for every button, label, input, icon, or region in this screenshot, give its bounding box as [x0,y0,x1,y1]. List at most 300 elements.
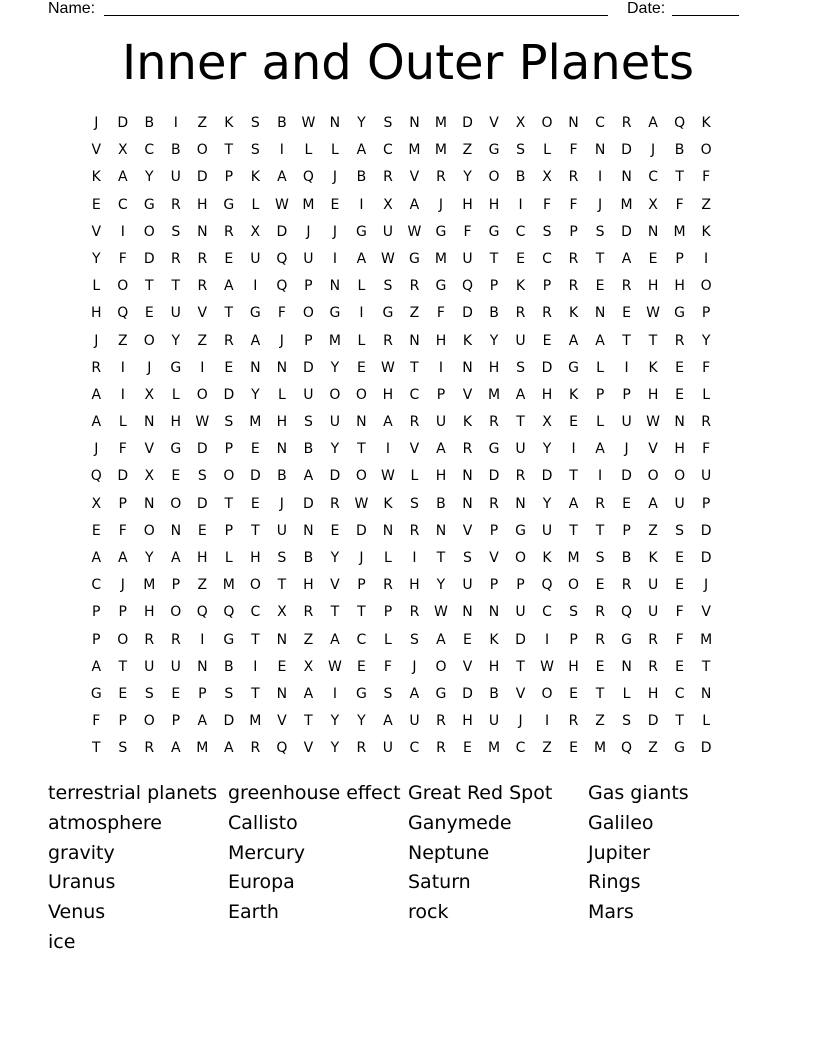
grid-letter: B [224,658,234,675]
grid-letter: W [434,604,448,621]
grid-letter: A [436,441,446,458]
grid-letter: G [435,223,447,240]
grid-letter: N [409,115,420,131]
grid-letter: A [356,142,367,159]
grid-letter: N [197,223,208,240]
grid-letter: I [385,441,390,458]
grid-letter: J [279,495,284,512]
grid-row [83,273,719,300]
grid-letter: R [409,414,420,431]
grid-letter: K [648,550,658,566]
grid-letter: W [354,495,369,512]
grid-letter: V [462,522,473,539]
letter-grid [83,110,719,763]
grid-letter: W [407,223,422,240]
grid-letter: Y [542,441,552,458]
grid-letter: R [542,305,552,322]
word-bank-item: Rings [588,871,641,894]
grid-letter: H [462,196,473,213]
grid-letter: B [436,495,446,512]
grid-letter: I [200,631,205,648]
grid-letter: Y [91,250,101,267]
grid-letter: A [117,169,128,186]
grid-row [83,735,719,762]
grid-letter: S [569,604,578,621]
grid-letter: N [568,115,579,131]
grid-letter: A [595,441,605,458]
grid-letter: Y [489,332,499,349]
grid-letter: M [434,250,447,267]
grid-letter: I [359,305,364,322]
grid-letter: R [621,278,632,295]
grid-letter: H [90,305,102,322]
grid-letter: I [332,685,337,702]
grid-letter: Y [463,169,472,186]
grid-letter: M [302,196,315,213]
grid-letter: D [302,495,314,512]
grid-letter: M [328,332,341,349]
grid-letter: Z [197,115,208,131]
grid-letter: T [304,713,313,730]
grid-letter: H [197,196,208,213]
grid-letter: E [516,250,525,267]
grid-letter: X [303,658,314,675]
grid-letter: B [489,305,499,322]
grid-letter: U [647,577,659,594]
grid-letter: M [408,142,421,159]
grid-letter: C [595,115,605,131]
grid-letter: P [118,713,127,730]
grid-letter: N [594,142,606,159]
grid-letter: R [595,495,605,512]
grid-letter: R [356,740,367,757]
grid-letter: H [674,441,685,458]
grid-letter: B [621,550,632,566]
grid-letter: E [118,685,128,702]
grid-letter: O [223,468,235,485]
grid-letter: A [356,250,367,267]
grid-letter: R [170,196,181,213]
grid-letter: G [488,441,500,458]
grid-letter: Y [171,332,181,349]
grid-letter: Z [595,713,605,730]
grid-letter: G [355,685,367,702]
grid-letter: E [675,359,685,376]
grid-letter: V [409,169,420,186]
grid-letter: G [515,522,526,539]
grid-letter: P [701,495,711,512]
grid-letter: X [542,169,552,186]
grid-letter: A [277,169,287,186]
grid-letter: T [224,142,234,159]
grid-letter: A [383,713,393,730]
grid-letter: T [171,278,181,295]
grid-letter: H [144,604,155,621]
grid-letter: P [622,522,631,539]
grid-letter: J [518,713,523,730]
grid-letter: C [250,604,261,621]
grid-row [83,654,719,681]
grid-letter: T [595,250,605,267]
word-bank-item: Venus [48,901,106,924]
grid-letter: U [250,250,261,267]
grid-letter: T [516,414,525,431]
grid-row [83,328,719,355]
grid-letter: P [357,577,366,594]
grid-row [83,164,719,191]
grid-row [83,463,719,490]
grid-letter: N [276,441,288,458]
grid-letter: R [91,359,102,376]
grid-letter: C [542,250,552,267]
grid-letter: X [144,468,155,485]
grid-letter: M [487,386,501,403]
grid-letter: D [488,468,500,485]
grid-letter: B [303,441,314,458]
grid-letter: A [117,550,128,566]
grid-letter: O [488,169,500,186]
grid-letter: L [384,631,392,648]
grid-letter: R [648,631,658,648]
grid-letter: T [489,250,499,267]
grid-letter: P [622,386,631,403]
grid-letter: Y [330,441,340,458]
grid-letter: D [621,142,632,159]
grid-letter: A [91,550,102,566]
grid-letter: R [515,468,526,485]
grid-letter: F [436,305,445,322]
grid-letter: A [595,332,605,349]
grid-letter: G [355,223,367,240]
grid-letter: O [117,631,129,648]
grid-letter: N [276,359,288,376]
grid-letter: I [253,658,258,675]
grid-letter: Y [330,550,340,566]
grid-letter: C [383,142,393,159]
grid-letter: H [435,332,447,349]
grid-letter: N [462,359,473,376]
grid-letter: K [568,305,579,322]
grid-letter: K [701,223,711,240]
grid-letter: R [170,631,181,648]
grid-letter: F [277,305,286,322]
grid-letter: O [249,577,261,594]
grid-letter: S [250,115,260,131]
grid-letter: D [462,685,473,702]
grid-letter: G [488,223,500,240]
grid-letter: A [515,386,526,403]
grid-letter: D [621,468,632,485]
grid-letter: U [515,441,526,458]
grid-letter: S [542,223,552,240]
date-label: Date: [627,0,666,17]
grid-row [83,192,719,219]
grid-letter: T [675,713,684,730]
grid-letter: U [329,414,341,431]
grid-letter: K [462,414,473,431]
grid-letter: O [435,658,447,675]
grid-letter: W [195,414,210,431]
grid-letter: G [568,359,579,376]
grid-letter: S [383,278,393,295]
grid-letter: P [489,577,499,594]
grid-letter: L [171,386,180,403]
grid-letter: N [276,631,288,648]
word-bank-item: Europa [228,871,295,894]
grid-letter: B [171,142,181,159]
grid-letter: R [223,332,234,349]
grid-letter: K [383,495,393,512]
grid-letter: P [489,278,499,295]
grid-letter: W [381,359,395,376]
grid-letter: C [648,169,658,186]
grid-letter: X [117,142,128,159]
grid-letter: Z [648,522,658,539]
grid-letter: P [383,604,393,621]
grid-row [83,491,719,518]
grid-letter: L [384,550,392,566]
grid-letter: K [515,278,526,295]
grid-letter: E [356,359,366,376]
grid-letter: U [700,468,712,485]
grid-letter: A [224,740,234,757]
grid-letter: F [118,441,127,458]
grid-letter: Y [701,332,711,349]
grid-letter: R [330,495,340,512]
grid-letter: E [224,359,234,376]
grid-letter: E [171,685,181,702]
word-bank-item: Great Red Spot [408,782,553,804]
grid-letter: Z [701,196,711,213]
grid-letter: N [144,495,155,512]
grid-letter: U [488,713,500,730]
grid-letter: T [675,169,684,186]
grid-letter: O [541,115,553,131]
grid-letter: H [197,550,208,566]
grid-row [83,708,719,735]
grid-letter: E [675,550,685,566]
grid-letter: R [648,658,658,675]
grid-letter: L [622,685,631,702]
grid-letter: M [487,740,501,757]
grid-letter: B [489,685,499,702]
grid-letter: A [197,713,208,730]
grid-letter: R [568,169,579,186]
grid-letter: U [170,169,181,186]
grid-letter: R [621,577,632,594]
grid-letter: H [647,685,659,702]
grid-letter: J [306,223,311,240]
grid-letter: T [251,522,260,539]
grid-letter: R [462,441,473,458]
word-bank-item: Gas giants [588,782,689,804]
grid-letter: H [462,713,473,730]
grid-letter: U [621,414,632,431]
grid-letter: E [569,685,578,702]
grid-letter: T [145,278,154,295]
grid-letter: H [435,468,447,485]
grid-letter: E [463,631,472,648]
grid-letter: I [120,223,125,240]
grid-letter: P [92,604,101,621]
grid-letter: J [94,115,99,131]
grid-letter: S [410,495,419,512]
grid-letter: Q [276,278,288,295]
grid-letter: N [647,223,659,240]
grid-letter: R [223,223,234,240]
grid-letter: J [120,577,125,594]
word-bank-item: Neptune [408,841,490,864]
grid-letter: O [329,386,341,403]
grid-letter: D [462,115,473,131]
grid-letter: F [569,196,578,213]
grid-letter: B [356,169,367,186]
grid-letter: C [515,223,526,240]
grid-letter: O [514,550,527,566]
grid-letter: L [277,386,286,403]
grid-letter: K [91,169,101,186]
grid-letter: B [277,115,287,131]
grid-letter: P [118,495,127,512]
grid-letter: F [702,359,711,376]
grid-letter: K [489,631,499,648]
grid-letter: G [435,685,447,702]
grid-letter: O [355,386,367,403]
page-title: Inner and Outer Planets [121,35,695,91]
grid-letter: Q [117,305,129,322]
grid-letter: Q [302,169,314,186]
grid-letter: Y [330,713,340,730]
grid-letter: H [488,196,500,213]
grid-letter: D [117,115,129,131]
grid-letter: U [409,713,420,730]
grid-letter: S [303,414,313,431]
grid-letter: J [279,332,284,349]
grid-letter: Z [648,740,658,757]
grid-letter: J [359,550,364,566]
grid-letter: A [436,631,446,648]
grid-letter: D [223,713,235,730]
grid-letter: R [144,631,155,648]
grid-letter: D [356,522,367,539]
grid-letter: D [541,468,553,485]
grid-letter: M [222,577,235,594]
grid-letter: X [383,196,393,213]
grid-letter: J [147,359,152,376]
grid-letter: S [595,550,605,566]
grid-letter: M [249,713,262,730]
grid-letter: D [700,522,712,539]
grid-letter: A [409,685,420,702]
grid-letter: L [596,414,604,431]
grid-letter: G [435,278,447,295]
grid-letter: V [409,441,420,458]
grid-letter: C [674,685,685,702]
grid-letter: F [675,196,684,213]
grid-letter: P [436,386,446,403]
grid-letter: D [462,305,473,322]
grid-letter: I [518,196,523,213]
grid-letter: E [330,522,340,539]
grid-row [83,246,719,273]
grid-letter: L [357,332,366,349]
grid-letter: R [409,278,420,295]
grid-letter: P [489,522,499,539]
grid-letter: N [276,685,288,702]
grid-letter: E [569,414,578,431]
grid-letter: R [170,250,181,267]
grid-letter: C [409,740,420,757]
grid-letter: Q [90,468,102,485]
grid-letter: E [91,196,101,213]
grid-letter: Q [674,115,686,131]
grid-letter: U [515,604,526,621]
grid-letter: F [675,604,684,621]
grid-letter: E [197,522,207,539]
grid-letter: P [224,441,234,458]
grid-letter: R [595,604,605,621]
grid-letter: K [462,332,473,349]
grid-letter: X [91,495,102,512]
grid-letter: S [118,740,128,757]
grid-letter: E [171,468,181,485]
grid-letter: S [622,713,632,730]
word-bank [48,780,768,959]
grid-letter: A [171,740,181,757]
grid-letter: G [674,305,686,322]
grid-letter: B [144,115,155,131]
grid-letter: C [515,740,526,757]
grid-letter: H [250,550,261,566]
grid-letter: W [646,305,660,322]
grid-letter: U [541,522,553,539]
grid-row [83,436,719,463]
grid-letter: D [223,386,235,403]
grid-letter: I [359,196,364,213]
grid-letter: S [516,142,525,159]
grid-letter: J [651,142,656,159]
grid-letter: R [197,278,208,295]
grid-letter: P [569,631,578,648]
grid-letter: N [170,522,182,539]
grid-letter: J [597,196,603,213]
grid-letter: I [544,713,550,730]
grid-letter: F [118,522,127,539]
grid-letter: T [516,658,525,675]
grid-letter: N [144,414,155,431]
grid-letter: V [648,441,658,458]
grid-letter: E [648,250,658,267]
grid-letter: O [541,685,553,702]
grid-letter: P [224,522,234,539]
grid-letter: N [462,495,473,512]
grid-letter: W [646,414,660,431]
grid-letter: I [200,359,205,376]
grid-letter: T [277,577,287,594]
grid-letter: D [515,631,526,648]
grid-letter: X [542,414,552,431]
grid-letter: A [383,414,393,431]
grid-letter: X [277,604,287,621]
word-bank-item: Mercury [228,841,306,864]
grid-letter: O [700,142,712,159]
grid-letter: F [92,713,101,730]
grid-letter: X [250,223,261,240]
grid-letter: P [171,577,181,594]
grid-letter: V [462,658,473,675]
grid-letter: O [143,522,155,539]
grid-letter: O [143,332,155,349]
